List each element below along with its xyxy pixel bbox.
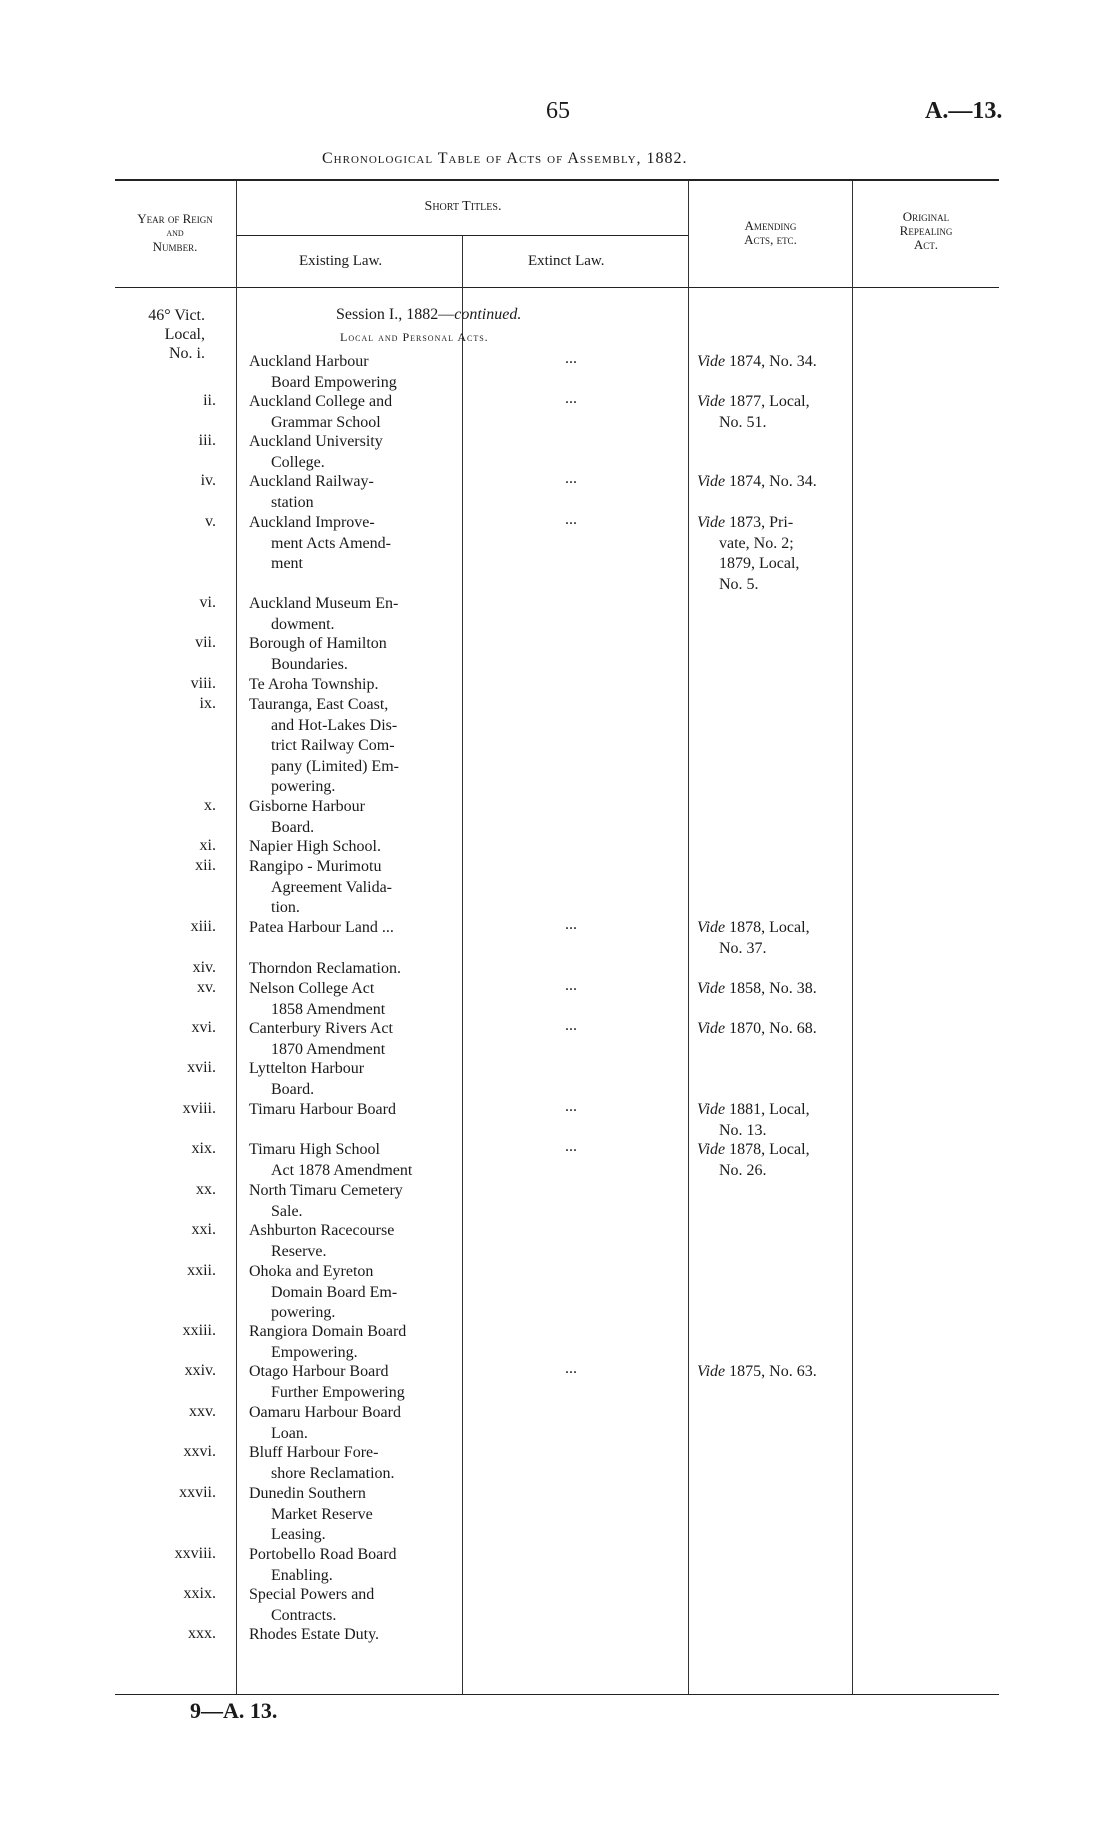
act-title-line: Tauranga, East Coast, xyxy=(249,696,389,713)
header-amending-line: Amending xyxy=(744,218,797,233)
row-number: xxiii. xyxy=(182,1322,216,1339)
row-number: xxiv. xyxy=(184,1362,216,1379)
amending-act-text: No. 5. xyxy=(719,575,759,593)
act-title-line: Leasing. xyxy=(271,1526,326,1543)
act-title-line: 1870 Amendment xyxy=(271,1040,386,1058)
header-amending-line: Acts, etc. xyxy=(744,232,797,247)
act-title-line: Ohoka and Eyreton xyxy=(249,1263,374,1280)
header-extinct-law: Extinct Law. xyxy=(528,253,605,269)
row-number: xix. xyxy=(191,1140,216,1157)
amending-act-line xyxy=(697,1161,845,1182)
act-title-line: trict Railway Com- xyxy=(271,737,395,754)
row-number: xxv. xyxy=(189,1403,216,1420)
act-title-line: Lyttelton Harbour xyxy=(249,1060,365,1077)
act-title-line: and Hot-Lakes Dis- xyxy=(271,716,398,734)
act-title xyxy=(249,634,455,675)
header-year-line: Number. xyxy=(152,239,198,254)
header-repealing-line: Repealing xyxy=(899,223,953,238)
col-divider-4 xyxy=(852,181,853,1694)
amending-act xyxy=(697,352,845,373)
act-title-line: Patea Harbour Land ... xyxy=(249,919,394,936)
act-title xyxy=(249,837,455,858)
act-title-line: Board Empowering xyxy=(271,373,397,391)
extinct-law-ellipsis: ... xyxy=(565,1098,577,1115)
row-number: xi. xyxy=(199,837,216,854)
act-title xyxy=(249,513,455,575)
act-title-line: Special Powers and xyxy=(249,1586,375,1603)
act-title xyxy=(249,1625,455,1646)
act-title-line: Auckland University xyxy=(249,433,383,450)
vide-label: Vide xyxy=(697,1141,726,1158)
act-title-line: Board. xyxy=(271,1080,315,1098)
act-title xyxy=(249,797,455,838)
vide-label: Vide xyxy=(697,1020,726,1037)
year-label-line: Local, xyxy=(164,326,205,343)
act-title-line: Te Aroha Township. xyxy=(249,676,379,693)
amending-act-text: 1873, Pri- xyxy=(729,514,794,531)
header-repealing-line: Original xyxy=(902,209,950,224)
act-title-line: pany (Limited) Em- xyxy=(271,757,399,775)
act-title-line: Empowering. xyxy=(271,1343,358,1361)
amending-act-line xyxy=(697,575,845,596)
amending-act-text: 1874, No. 34. xyxy=(729,353,817,370)
act-title-line: Contracts. xyxy=(271,1606,337,1624)
act-title-line: Thorndon Reclamation. xyxy=(249,960,401,977)
extinct-law-ellipsis: ... xyxy=(565,1138,577,1155)
amending-act-text: 1877, Local, xyxy=(729,393,810,410)
amending-act-line xyxy=(697,918,845,939)
extinct-law-ellipsis: ... xyxy=(565,1360,577,1377)
amending-act-line xyxy=(697,1362,845,1383)
act-title-line: Bluff Harbour Fore- xyxy=(249,1444,379,1461)
act-title-line: Loan. xyxy=(271,1424,308,1442)
table-bottom-rule xyxy=(115,1694,999,1695)
act-title-line: Board. xyxy=(271,818,315,836)
act-title-line: 1858 Amendment xyxy=(271,1000,386,1018)
act-title-line: Auckland Harbour xyxy=(249,353,369,370)
amending-act-line xyxy=(697,1140,845,1161)
row-number: xxx. xyxy=(188,1625,216,1642)
act-title-line: Auckland Museum En- xyxy=(249,595,399,612)
amending-act-text: 1881, Local, xyxy=(729,1101,810,1118)
act-title-line: Timaru High School xyxy=(249,1141,380,1158)
header-short-titles: Short Titles. xyxy=(424,199,502,214)
act-title xyxy=(249,1140,455,1181)
row-number: v. xyxy=(205,513,216,530)
row-number: xviii. xyxy=(182,1100,216,1117)
header-existing-law: Existing Law. xyxy=(299,253,383,269)
act-title xyxy=(249,1019,455,1060)
row-number: x. xyxy=(204,797,216,814)
row-number: xxvi. xyxy=(183,1443,216,1460)
row-number: viii. xyxy=(190,675,216,692)
act-title-line: shore Reclamation. xyxy=(271,1464,395,1482)
act-title-line: Auckland Railway- xyxy=(249,473,374,490)
act-title-line: Nelson College Act xyxy=(249,980,375,997)
amending-act-text: 1858, No. 38. xyxy=(729,980,817,997)
col-divider-1 xyxy=(236,181,237,1694)
act-title-line: Rangiora Domain Board xyxy=(249,1323,407,1340)
session-continued: continued. xyxy=(454,306,522,323)
act-title-line: ment xyxy=(271,555,303,572)
amending-act-line xyxy=(697,513,845,534)
act-title xyxy=(249,594,455,635)
extinct-law-ellipsis: ... xyxy=(565,977,577,994)
act-title-line: Reserve. xyxy=(271,1242,327,1260)
amending-act-text: 1874, No. 34. xyxy=(729,473,817,490)
act-title-line: Canterbury Rivers Act xyxy=(249,1020,393,1037)
col-divider-2 xyxy=(462,236,463,1694)
row-number: xvii. xyxy=(187,1059,216,1076)
act-title xyxy=(249,1362,455,1403)
act-title-line: Portobello Road Board xyxy=(249,1546,397,1563)
act-title-line: Boundaries. xyxy=(271,655,348,673)
act-title xyxy=(249,1221,455,1262)
series-number: A.—13. xyxy=(925,98,1003,124)
amending-act-text: 1878, Local, xyxy=(729,1141,810,1158)
act-title-line: Rhodes Estate Duty. xyxy=(249,1626,380,1643)
row-number: vi. xyxy=(199,594,216,611)
row-number: xx. xyxy=(196,1181,216,1198)
amending-act xyxy=(697,979,845,1000)
act-title-line: powering. xyxy=(271,1304,336,1321)
act-title xyxy=(249,857,455,919)
header-year-line: Year of Reign xyxy=(137,211,213,226)
act-title xyxy=(249,352,455,393)
year-label-line: No. i. xyxy=(169,345,205,362)
session-heading xyxy=(336,306,521,324)
act-title-line: Market Reserve xyxy=(271,1505,373,1523)
row-number: ix. xyxy=(199,695,216,712)
amending-act xyxy=(697,918,845,959)
amending-act-text: 1870, No. 68. xyxy=(729,1020,817,1037)
act-title xyxy=(249,959,455,980)
act-title xyxy=(249,432,455,473)
row-number: xxii. xyxy=(187,1262,216,1279)
header-amending xyxy=(689,219,852,247)
amending-act-text: 1875, No. 63. xyxy=(729,1363,817,1380)
extinct-law-ellipsis: ... xyxy=(565,916,577,933)
act-title-line: ment Acts Amend- xyxy=(271,534,391,552)
act-title-line: Enabling. xyxy=(271,1566,333,1584)
act-title xyxy=(249,1585,455,1626)
act-title xyxy=(249,472,455,513)
act-title-line: powering. xyxy=(271,778,336,795)
act-title xyxy=(249,979,455,1020)
act-title-line: Act 1878 Amendment xyxy=(271,1161,413,1179)
amending-act xyxy=(697,1019,845,1040)
act-title xyxy=(249,695,455,798)
act-title xyxy=(249,1100,455,1121)
act-title-line: College. xyxy=(271,453,325,471)
amending-act xyxy=(697,472,845,493)
extinct-law-ellipsis: ... xyxy=(565,511,577,528)
col-divider-3 xyxy=(688,181,689,1694)
amending-act-line xyxy=(697,413,845,434)
act-title xyxy=(249,918,455,939)
row-number: xv. xyxy=(197,979,216,996)
act-title xyxy=(249,1545,455,1586)
amending-act-line xyxy=(697,1019,845,1040)
vide-label: Vide xyxy=(697,473,726,490)
year-label xyxy=(125,306,205,363)
act-title-line: Timaru Harbour Board xyxy=(249,1101,396,1118)
act-title xyxy=(249,1322,455,1363)
row-number: xvi. xyxy=(191,1019,216,1036)
year-label-line: 46° Vict. xyxy=(148,307,205,324)
act-title-line: Grammar School xyxy=(271,413,381,431)
act-title-line: Borough of Hamilton xyxy=(249,635,387,652)
act-title xyxy=(249,1181,455,1222)
act-title-line: North Timaru Cemetery xyxy=(249,1182,403,1199)
page-title: Chronological Table of Acts of Assembly, 1882. xyxy=(322,150,688,167)
amending-act-line xyxy=(697,352,845,373)
act-title-line: dowment. xyxy=(271,615,335,633)
amending-act-text: No. 51. xyxy=(719,413,767,431)
amending-act xyxy=(697,1362,845,1383)
vide-label: Vide xyxy=(697,1363,726,1380)
amending-act-line xyxy=(697,979,845,1000)
act-title xyxy=(249,392,455,433)
vide-label: Vide xyxy=(697,919,726,936)
header-sub-rule xyxy=(237,235,689,236)
table-top-rule xyxy=(115,179,999,181)
act-title xyxy=(249,1403,455,1444)
page-number: 65 xyxy=(546,98,570,124)
amending-act-line xyxy=(697,1100,845,1121)
amending-act xyxy=(697,1140,845,1181)
act-title-line: Otago Harbour Board xyxy=(249,1363,389,1380)
amending-act-text: No. 13. xyxy=(719,1121,767,1139)
header-year xyxy=(115,212,235,254)
row-number: xii. xyxy=(195,857,216,874)
extinct-law-ellipsis: ... xyxy=(565,1017,577,1034)
header-repealing-line: Act. xyxy=(913,237,939,252)
vide-label: Vide xyxy=(697,353,726,370)
row-number: xxvii. xyxy=(179,1484,216,1501)
row-number: xiv. xyxy=(192,959,216,976)
vide-label: Vide xyxy=(697,980,726,997)
act-title-line: Napier High School. xyxy=(249,838,381,855)
act-title-line: Oamaru Harbour Board xyxy=(249,1404,401,1421)
amending-act-line xyxy=(697,534,845,555)
footer-signature: 9—A. 13. xyxy=(190,1698,278,1723)
act-title-line: Gisborne Harbour xyxy=(249,798,365,815)
amending-act-line xyxy=(697,554,845,575)
amending-act xyxy=(697,392,845,433)
act-title-line: Rangipo - Murimotu xyxy=(249,858,382,875)
amending-act xyxy=(697,513,845,595)
act-title-line: Domain Board Em- xyxy=(271,1283,398,1301)
act-title-line: Agreement Valida- xyxy=(271,878,392,896)
header-bottom-rule xyxy=(115,287,999,288)
session-title: Session I., 1882— xyxy=(336,306,455,323)
act-title-line: tion. xyxy=(271,899,300,916)
vide-label: Vide xyxy=(697,393,726,410)
amending-act-text: vate, No. 2; xyxy=(719,534,794,552)
act-title xyxy=(249,675,455,696)
row-number: iv. xyxy=(200,472,216,489)
row-number: ii. xyxy=(203,392,216,409)
act-title-line: Auckland Improve- xyxy=(249,514,375,531)
extinct-law-ellipsis: ... xyxy=(565,470,577,487)
amending-act xyxy=(697,1100,845,1141)
act-title-line: Auckland College and xyxy=(249,393,393,410)
act-title xyxy=(249,1059,455,1100)
row-number: xxix. xyxy=(183,1585,216,1602)
session-subheading: Local and Personal Acts. xyxy=(340,330,489,344)
header-year-line: and xyxy=(166,227,184,239)
row-number: xiii. xyxy=(190,918,216,935)
extinct-law-ellipsis: ... xyxy=(565,350,577,367)
extinct-law-ellipsis: ... xyxy=(565,390,577,407)
amending-act-text: No. 26. xyxy=(719,1161,767,1179)
amending-act-line xyxy=(697,1121,845,1142)
act-title-line: Ashburton Racecourse xyxy=(249,1222,395,1239)
header-repealing xyxy=(853,210,999,252)
row-number: xxviii. xyxy=(174,1545,216,1562)
act-title xyxy=(249,1484,455,1546)
row-number: vii. xyxy=(195,634,216,651)
amending-act-text: 1879, Local, xyxy=(719,555,800,572)
amending-act-line xyxy=(697,939,845,960)
act-title xyxy=(249,1262,455,1324)
act-title xyxy=(249,1443,455,1484)
amending-act-text: No. 37. xyxy=(719,939,767,957)
row-number: iii. xyxy=(198,432,216,449)
vide-label: Vide xyxy=(697,1101,726,1118)
amending-act-line xyxy=(697,392,845,413)
act-title-line: Further Empowering xyxy=(271,1383,405,1401)
row-number: xxi. xyxy=(191,1221,216,1238)
amending-act-text: 1878, Local, xyxy=(729,919,810,936)
act-title-line: Dunedin Southern xyxy=(249,1485,366,1502)
amending-act-line xyxy=(697,472,845,493)
act-title-line: Sale. xyxy=(271,1202,303,1220)
act-title-line: station xyxy=(271,493,314,511)
vide-label: Vide xyxy=(697,514,726,531)
